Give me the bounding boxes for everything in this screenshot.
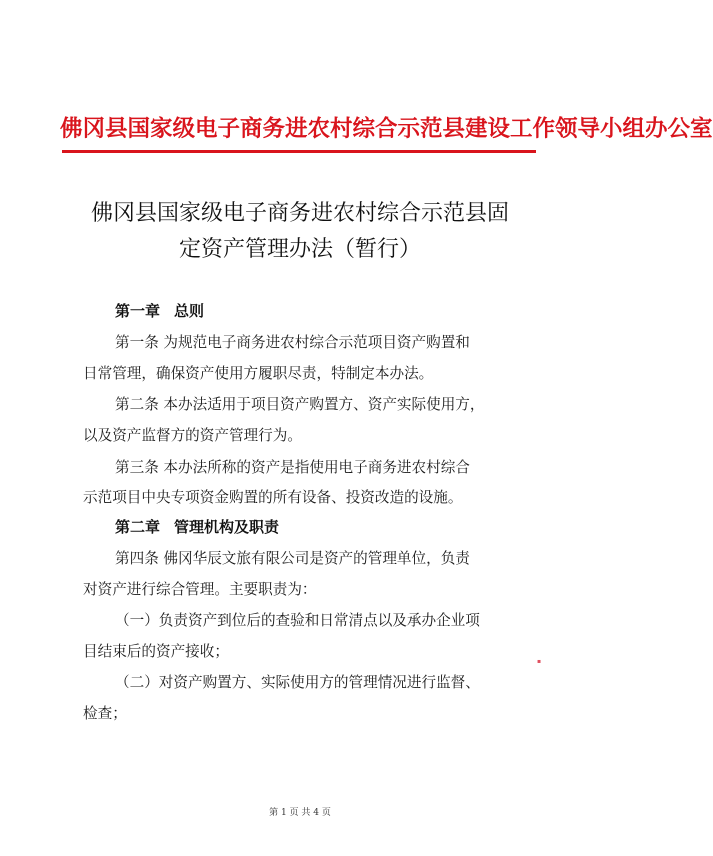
office-header: 佛冈县国家级电子商务进农村综合示范县建设工作领导小组办公室 [60, 116, 713, 142]
article-4-line-2: 对资产进行综合管理。主要职责为： [83, 581, 317, 598]
chapter-1-heading [115, 300, 565, 321]
chapter-1-name: 总则 [174, 302, 205, 320]
article-3-line-2: 示范项目中央专项资金购置的所有设备、投资改造的设施。 [83, 489, 463, 506]
duty-2-line-2: 检查； [83, 705, 127, 722]
article-1-line-1: 第一条 为规范电子商务进农村综合示范项目资产购置和 [115, 334, 470, 351]
duty-1-line-1: （一）负责资产到位后的查验和日常清点以及承办企业项 [115, 612, 480, 629]
document-title [70, 196, 530, 268]
duty-1-line-2: 目结束后的资产接收； [83, 643, 229, 660]
header-divider [62, 150, 536, 153]
chapter-2-name: 管理机构及职责 [174, 518, 280, 536]
article-2-line-1: 第二条 本办法适用于项目资产购置方、资产实际使用方， [115, 396, 485, 413]
title-line-2: 定资产管理办法（暂行） [178, 237, 421, 262]
article-1-line-2: 日常管理，确保资产使用方履职尽责，特制定本办法。 [83, 365, 434, 382]
article-2-line-2: 以及资产监督方的资产管理行为。 [83, 427, 302, 444]
article-3-line-1: 第三条 本办法所称的资产是指使用电子商务进农村综合 [115, 459, 470, 476]
page-footer: 第 1 页 共 4 页 [269, 808, 331, 818]
chapter-2-heading [115, 516, 565, 537]
chapter-2-number: 第二章 [115, 518, 161, 536]
title-line-1: 佛冈县国家级电子商务进农村综合示范县固 [90, 201, 509, 226]
duty-2-line-1: （二）对资产购置方、实际使用方的管理情况进行监督、 [115, 674, 480, 691]
chapter-1-number: 第一章 [115, 302, 161, 320]
article-4-line-1: 第四条 佛冈华辰文旅有限公司是资产的管理单位，负责 [115, 550, 470, 567]
margin-mark: ▪ [537, 658, 542, 665]
